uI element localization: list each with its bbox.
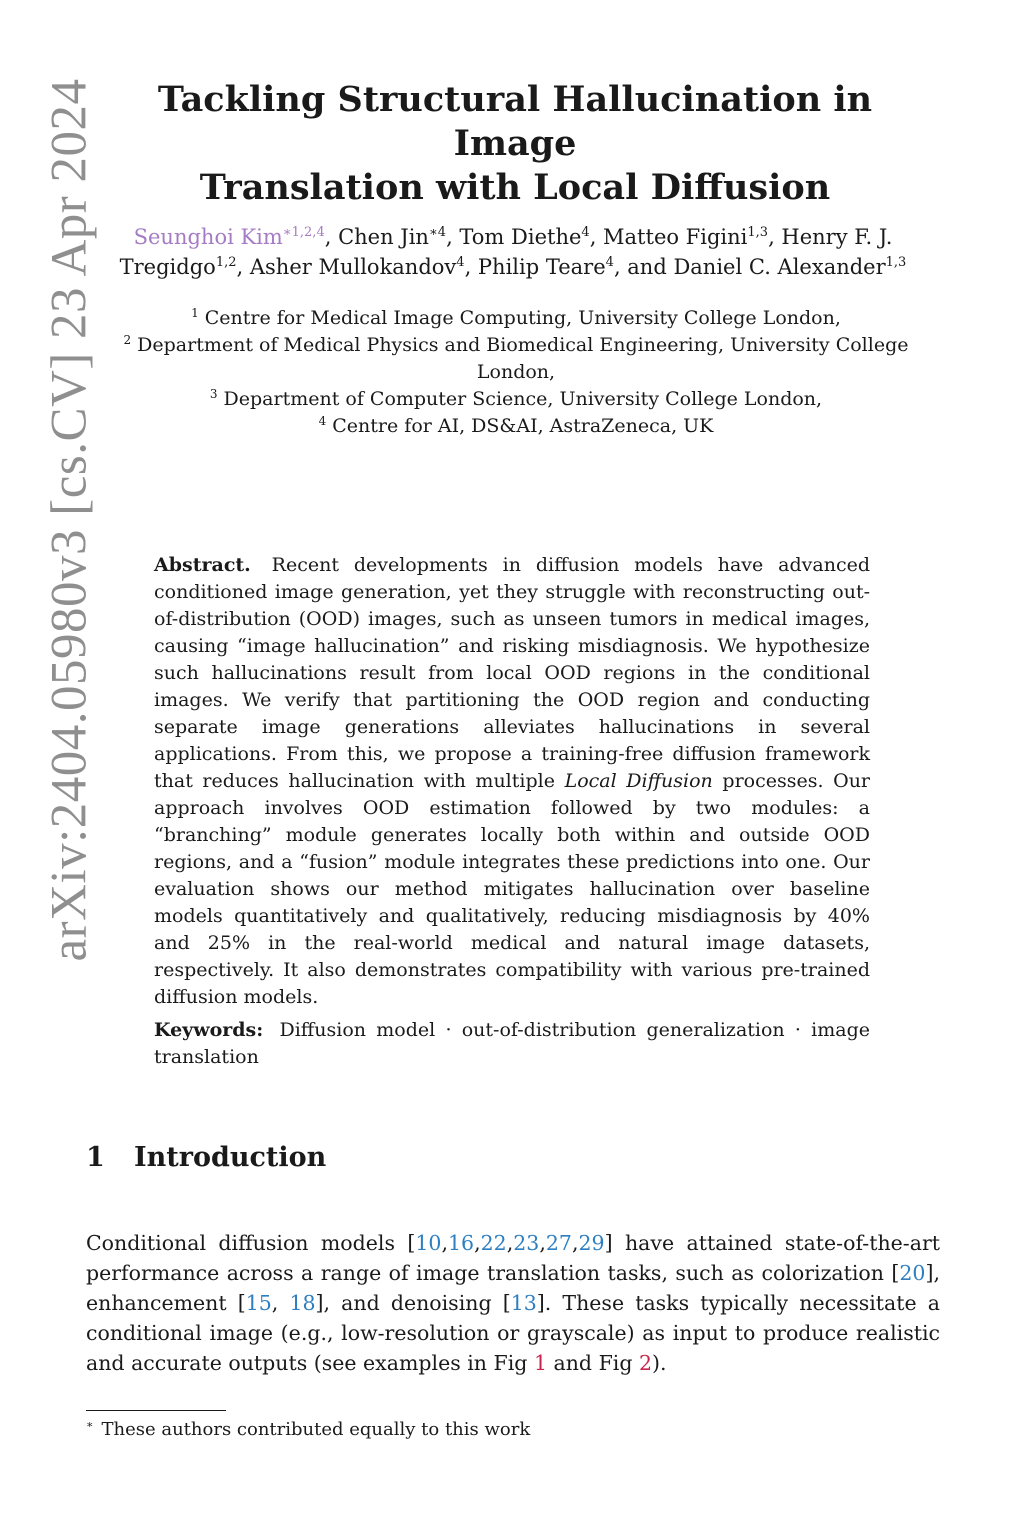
intro-text: ], and denoising [	[315, 1291, 511, 1315]
affiliation-item	[100, 332, 932, 386]
affiliation-sup: 1	[191, 306, 199, 320]
intro-text: ], enhancement [	[86, 1261, 940, 1315]
author-name: , Matteo Figini	[589, 225, 748, 249]
author-name: , Chen Jin	[324, 225, 429, 249]
citation-link[interactable]: 27	[545, 1231, 572, 1255]
footnote-marker: ∗	[86, 1418, 94, 1431]
affiliation-text: Centre for AI, DS&AI, AstraZeneca, UK	[332, 415, 714, 437]
citation-link[interactable]: 16	[448, 1231, 475, 1255]
affiliation-sup: 2	[123, 333, 132, 347]
author-sup: ∗1,2,4	[282, 225, 325, 240]
author-link-seunghoi-kim[interactable]: Seunghoi Kim	[133, 225, 283, 249]
footnote-rule	[86, 1410, 226, 1411]
author-sup: 1,3	[885, 255, 907, 270]
figure-reference-link[interactable]: 2	[638, 1351, 653, 1375]
affiliation-text: Centre for Medical Image Computing, University College London,	[204, 307, 841, 329]
affiliation-sup: 3	[209, 387, 218, 401]
paper-title	[110, 78, 920, 210]
intro-text: ).	[652, 1351, 667, 1375]
citation-link[interactable]: 20	[899, 1261, 926, 1285]
arxiv-identifier-stamp	[20, 80, 120, 960]
abstract-text: processes. Our approach involves OOD estimation followed by two modules: a “branching” module generates locally both within and outside OOD regions, and a “fusion” module integrates these predictions into one. Our evaluation shows our method mitigates hallucination over baseline models quantitatively and qualitatively, reducing misdiagnosis by 40% and 25% in the real-world medical and natural image datasets, respectively. It also demonstrates compatibility with various pre-trained diffusion models.	[154, 770, 871, 1008]
abstract-emphasis: Local Diffusion	[564, 770, 713, 792]
intro-paragraph: Conditional diffusion models [10,16,22,23,27,29] have attained state-of-the-art performance across a range of image translation tasks, such as colorization [20], enhancement [15, 18], and denoising [13]. These tasks typically necessitate a conditional image (e.g., low-resolution or grayscale) as input to produce realistic and accurate outputs (see examples in Fig 1 and Fig 2).	[86, 1231, 940, 1375]
affiliation-item	[100, 413, 932, 440]
affiliation-text: Department of Medical Physics and Biomedical Engineering, University College London,	[137, 334, 909, 383]
author-sup: ∗4	[428, 225, 447, 240]
author-sup: 1,2	[215, 255, 237, 270]
figure-reference-link[interactable]: 1	[533, 1351, 547, 1375]
affiliation-sup: 4	[318, 414, 327, 428]
intro-text: Conditional diffusion models [	[86, 1231, 416, 1255]
citation-link[interactable]: 29	[578, 1231, 605, 1255]
author-list	[88, 222, 938, 282]
author-name: , Henry F. J. Tregidgo	[119, 225, 893, 279]
abstract-label: Abstract.	[154, 554, 251, 576]
author-sup: 4	[605, 255, 614, 270]
author-name: , Tom Diethe	[446, 225, 582, 249]
citation-link[interactable]: 10	[415, 1231, 442, 1255]
keywords-text: Diffusion model · out-of-distribution generalization · image translation	[154, 1019, 870, 1068]
section-title: Introduction	[134, 1142, 327, 1173]
title-line-2: Translation with Local Diffusion	[199, 167, 831, 208]
citation-link[interactable]: 13	[510, 1291, 537, 1315]
affiliation-text: Department of Computer Science, University College London,	[223, 388, 823, 410]
intro-text: ] have attained state-of-the-art performance across a range of image translation tasks, such as colorization [	[86, 1231, 940, 1285]
affiliation-list	[100, 305, 932, 440]
keywords-label: Keywords:	[154, 1019, 264, 1041]
affiliation-item	[100, 386, 932, 413]
affiliation-item	[100, 305, 932, 332]
arxiv-id-text: arXiv:2404.05980v3 [cs.CV] 23 Apr 2024	[42, 78, 98, 962]
abstract	[154, 552, 870, 1011]
intro-text: and Fig	[546, 1351, 639, 1375]
author-name: , and Daniel C. Alexander	[613, 255, 886, 279]
author-name: , Asher Mullokandov	[236, 255, 457, 279]
citation-link[interactable]: 22	[480, 1231, 507, 1255]
section-number: 1	[86, 1142, 105, 1173]
title-line-1: Tackling Structural Hallucination in Image	[157, 79, 873, 164]
author-sup: 1,3	[747, 225, 769, 240]
section-heading	[86, 1138, 326, 1178]
keywords	[154, 1017, 870, 1071]
citation-link[interactable]: 23	[513, 1231, 540, 1255]
author-sup: 4	[581, 225, 590, 240]
author-sup: 4	[456, 255, 465, 270]
intro-text: ]. These tasks typically necessitate a conditional image (e.g., low-resolution or grayscale) as input to produce realistic and accurate outputs (see examples in Fig	[86, 1291, 940, 1375]
footnote	[86, 1417, 530, 1443]
author-name: , Philip Teare	[464, 255, 606, 279]
abstract-text: Recent developments in diffusion models have advanced conditioned image generation, yet they struggle with reconstructing out-of-distribution (OOD) images, such as unseen tumors in medical images, causing “image hallucination” and risking misdiagnosis. We hypothesize such hallucinations result from local OOD regions in the conditional images. We verify that partitioning the OOD region and conducting separate image generations alleviates hallucinations in several applications. From this, we propose a training-free diffusion framework that reduces hallucination with multiple	[154, 554, 870, 792]
citation-link[interactable]: 18	[289, 1291, 316, 1315]
citation-link[interactable]: 15	[245, 1291, 272, 1315]
footnote-text: These authors contributed equally to this work	[101, 1419, 531, 1440]
